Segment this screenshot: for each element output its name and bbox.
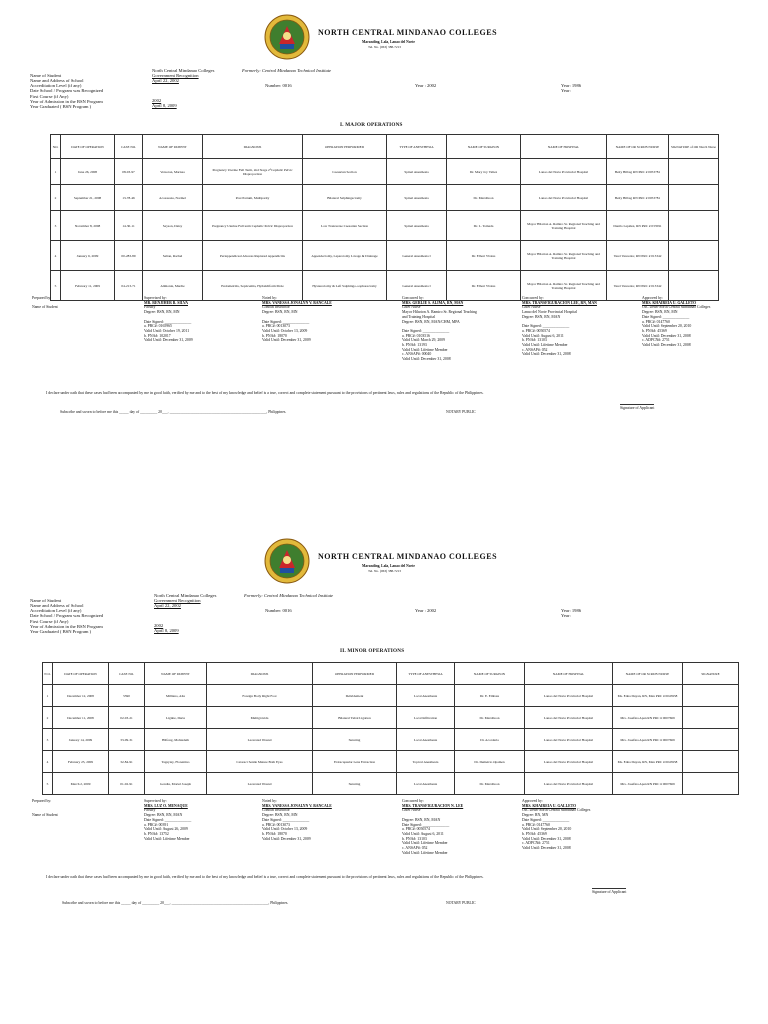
cell: 01-02-91 (109, 773, 145, 795)
cell: Mayor Hilarion A. Ramiro Sr. Regional Teaching and Training Hospital (521, 241, 607, 271)
cell: Lacerated Wound (207, 729, 313, 751)
cell: December 12, 2008 (53, 685, 109, 707)
cell: February 11, 2009 (61, 271, 115, 301)
col-header: DATE OF OPERATION (53, 663, 109, 685)
cell: 04-213-71 (115, 271, 143, 301)
cell: Suturing (313, 729, 397, 751)
signature-block-approved: Approved by: MRS. KHAIREIA U. GALLETO OIC Dean-North Central Mindanao Colleges Degree: BSN, RN, MN Date Signed: ______________ a. PRC#: 0147760 Valid Until: September 20, 2010 b. PNA#: 45369 Valid Until: December 31, 2008 c. ADPCN#: 2751 Valid Until: December 31, 2008 (642, 296, 711, 348)
cell: Mrs. Josefina Apan RN PRC # 0007669 (613, 773, 683, 795)
signature-cell (669, 241, 719, 271)
cell: Local Anesthesia (397, 729, 455, 751)
cell: Lanao del Norte Provincial Hospital (525, 729, 613, 751)
college-address: Maranding, Lala, Lanao del Norte (362, 40, 415, 44)
info-labels: Name of Student Name and Address of School Accreditation Level (if any) Date School / Program was Recognized First Course (if Any) Year of Admission in the BSN Program Year Graduated ( BSN Program ) (30, 598, 104, 634)
cell: Hysterectomy & Left Salphingo-oophorectomy (303, 271, 387, 301)
table-row (51, 241, 719, 271)
cell: 00-283-89 (115, 241, 143, 271)
cell: December 11, 2008 (53, 707, 109, 729)
table-row (43, 751, 739, 773)
cell: Debridement (313, 685, 397, 707)
date-recognized-value: April 22, 2002 (154, 603, 181, 608)
college-tel: Tel. No. (063) 388-7213 (368, 569, 402, 573)
signature-block-supervised: Supervised by: MRS. LUZ O. MENAQUE Faculty Degree: BSN, RN, MAN Date Signed: ______________ a. PRC#: 00391 Valid Until: August 26, 2009 b. PNA#: 13752 Valid Until: Lifetime Member (144, 799, 192, 841)
cell: Foreign Body Right Foot (207, 685, 313, 707)
subscribe-sworn-line: Subscribe and sworn to before me this _____ day of _________ 20___, ___________________________________________________, Philippines. (62, 901, 289, 905)
signature-cell (669, 185, 719, 211)
cell: Lanao del Norte Provincial Hospital (525, 751, 613, 773)
col-header: NAME OF HOSPITAL (525, 663, 613, 685)
cell: Sayson, Daisy (143, 211, 203, 241)
col-header: NO. (51, 135, 61, 159)
signature-block-approved: Approved by: MRS. KHAIREIA U. GALLETO OIC Dean-North Central Mindanao Colleges Degree: RN, MN Date Signed: ______________ a. PRC#: 0147760 Valid Until: September 20, 2010 b. PNA#: 45369 Valid Until: December 31, 2008 c. ADPCN#: 2751 Valid Until: December 31, 2008 (522, 799, 591, 851)
school-formerly: Formerly: Central Mindanao Technical Institute (244, 593, 334, 598)
cell: 3 (51, 211, 61, 241)
cell: Saltan, Rachel (143, 241, 203, 271)
cell: Dr. Mary Joy Valiez (447, 159, 521, 185)
year-recognized-value: Year : 2002 (415, 608, 437, 613)
cell: Dr. Marsilioon (447, 185, 521, 211)
col-header: NAME OF SURGEON (447, 135, 521, 159)
cell: Low Transverse Caesarian Section (303, 211, 387, 241)
cell: September 21, 2008 (61, 185, 115, 211)
cell: Lanao del Norte Provincial Hospital (525, 685, 613, 707)
signature-cell (669, 211, 719, 241)
cell: Ms. Edna Duyan, RN, Man PRC # 0045958 (613, 751, 683, 773)
oath-declaration: I declare under oath that these cases had been accompanied by me in good faith, verified by me and to the best of my knowledge and belief is a true, correct and complete statement pursuant to the provisions of pertinent laws, rules and regulations of the Republic of the Philippines. (46, 391, 484, 395)
notary-public: NOTARY PUBLIC (446, 901, 476, 905)
cell: Extracapsular Lens Extraction (313, 751, 397, 773)
col-header: NAME OF PATIENT (143, 135, 203, 159)
cell: Multigravida (207, 707, 313, 729)
signature-of-applicant: Signature of Applicant (592, 890, 627, 894)
college-tel: Tel. No. (063) 388-7213 (368, 45, 402, 49)
cell: Acosasona, Normel (143, 185, 203, 211)
cell: Lacerated Wound (207, 773, 313, 795)
table-row (43, 685, 739, 707)
minor-operations-table (42, 662, 739, 795)
col-header: SIGNATURE (683, 663, 739, 685)
col-header: DATE OF OPERATION (61, 135, 115, 159)
cell: Gondia, Moriel Joseph (145, 773, 207, 795)
cell: 1 (43, 685, 53, 707)
notary-public: NOTARY PUBLIC (446, 410, 476, 414)
college-address: Maranding, Lala, Lanao del Norte (362, 564, 415, 568)
table-row (51, 159, 719, 185)
first-course-year: Year: 1986 (561, 608, 582, 613)
signature-block-concurred-1: Concurred by: MRS. GERLIE S. ALIMA, RN, MAN Chief Nurse Mayor Hilarion A. Ramiro Sr. Regional Teaching and Training Hospital Degree: BSN, RN, MAN/CHM, MPA Date Signed: ______________ a. PRC#: 0103516 Valid Until: March 29, 2009 b. PNA#: 13193 Valid Until: Lifetime Member c. ANSAP#: 00040 Valid Until: December 31, 2008 (402, 296, 477, 362)
cell: Versoton, Marissa (143, 159, 203, 185)
major-operations-title: I. MAJOR OPERATIONS (340, 122, 403, 128)
cell: Betty Bilbag RN PRC # 0053781 (607, 159, 669, 185)
col-header: OPERATION PERFORMED (313, 663, 397, 685)
number-value: Number: 0016 (265, 83, 292, 88)
col-header: TYPE OF ANESTHESIA (387, 135, 447, 159)
col-header: OPERATION PERFORMED (303, 135, 387, 159)
signature-block-noted: Noted by: MRS. VANESSA JONALYN V. BANCALE Clinical Instructor Degree: BSN, RN, MN Date Signed: ______________ a. PRC#: 0013073 Valid Until: October 13, 2009 b. PNA#: 18070 Valid Until: December 31, 2009 (262, 799, 332, 841)
cell: Alimonia, Mardie (143, 271, 203, 301)
table-header-row (51, 135, 719, 159)
cell: Bilateral Tubal Ligation (313, 707, 397, 729)
table-row (43, 773, 739, 795)
signature-block-prepared: Prepared by: Name of Student (32, 296, 58, 310)
col-header: NAME OF HOSPITAL (521, 135, 607, 159)
col-header: N O. (43, 663, 53, 685)
col-header: NAME OF SURGEON (455, 663, 525, 685)
col-header: TYPE OF ANESTHESIA (397, 663, 455, 685)
cell: Dr. Elbert Vbalas (447, 271, 521, 301)
cell: General Anesthesia I (387, 241, 447, 271)
signature-block-prepared: Prepared by: Name of Student (32, 799, 58, 818)
cell: Spinal Anesthesia (387, 159, 447, 185)
cell: Hilfong, Mohiadeth (145, 729, 207, 751)
signature-block-concurred: Concurred by: MRS. TRANSFIGURACION N. LEE Chief Nurse Degree: BSN, RN, MAN Date Signed: ______________ a. PRC#: 0050574 Valid Until: August 6, 2011 b. PNA#: 13103 Valid Until: Lifetime Member c. ANSAP#: 052 Valid Until: Lifetime Member (402, 799, 464, 855)
college-seal-logo (264, 538, 310, 584)
signature-cell (683, 685, 739, 707)
cell: Pregnancy Uterine Full term Cephalic Pelvic Disproportion (203, 211, 303, 241)
year-admission-value: 2002 (154, 623, 164, 628)
cell: Dr. Demetrio Opamen (455, 751, 525, 773)
cell: Mrs. Josefina Apan RN PRC # 0007669 (613, 729, 683, 751)
cell: Mrs. Josefina Apan RN PRC # 0007669 (613, 707, 683, 729)
first-course-year-2: Year: (561, 88, 571, 93)
accreditation-value: Government Recognition (154, 598, 201, 603)
cell: 4 (51, 241, 61, 271)
school-formerly: Formerly: Central Mindanao Technical Institute (242, 68, 332, 73)
cell: Varel Vencedor, RN PRC # 013342 (607, 241, 669, 271)
cell: 14-30-11 (115, 211, 143, 241)
cell: January 6, 2009 (61, 241, 115, 271)
signature-block-supervised: Supervised by: MR. RENJIHER B. SILVA Faculty Degree: BSN, RN, MN Date Signed: ______________ a. PRC#: 0165965 Valid Until: October 19, 2011 b. PNA#: 102017 Valid Until: December 31, 2009 (144, 296, 193, 343)
cell: Local Anesthesia (397, 685, 455, 707)
year-graduated-value: April 8, 2009 (152, 103, 177, 108)
cell: 33-09-31 (109, 729, 145, 751)
date-recognized-value: April 22, 2002 (152, 78, 179, 83)
number-value: Number: 0016 (265, 608, 292, 613)
col-header: CASE NO. (115, 135, 143, 159)
cell: Lignite, Daria (145, 707, 207, 729)
cell: Suturing (313, 773, 397, 795)
cell: February 23, 2009 (53, 751, 109, 773)
cell: Lanao del Norte Provincial Hospital (521, 159, 607, 185)
signature-block-noted: Noted by: MRS. VANESSA JONALYN V. BANCALE Clinical Instructor Degree: BSN, RN, MN Date Signed: ______________ a. PRC#: 0013073 Valid Until: October 13, 2009 b. PNA#: 18070 Valid Until: December 31, 2009 (262, 296, 332, 343)
oath-declaration: I declare under oath that these cases had been accompanied by me in good faith, verified by me and to the best of my knowledge and belief is a true, correct and complete statement pursuant to the provisions of pertinent laws, rules and regulations of the Republic of the Philippines. (46, 875, 484, 879)
cell: 13-78-46 (115, 185, 143, 211)
college-seal-logo (264, 14, 310, 60)
cell: Topical Anesthesia (397, 751, 455, 773)
cell: 1 (51, 159, 61, 185)
cell: Periappendiceal Abscess Ruptured Appendicitis (203, 241, 303, 271)
cell: Caesarian Section (303, 159, 387, 185)
cell: Dr. L. Tomada (447, 211, 521, 241)
school-name: North Central Mindanao Colleges (154, 593, 217, 598)
col-header: DIAGNOSIS (207, 663, 313, 685)
info-labels: Name of Student Name and Address of School Accreditation Level (if any) Date School / Program was Recognized First Course (if Any) Year of Admission in the BSN Program Year Graduated ( BSN Program ) (30, 73, 104, 109)
cell: 5 (43, 773, 53, 795)
cell: Lanao del Norte Provincial Hospital (525, 773, 613, 795)
cell: Post Partum, Multiparity (203, 185, 303, 211)
cell: Danilo Lapidez, RN PRC # 033591 (607, 211, 669, 241)
signature-cell (683, 707, 739, 729)
cell: March 2, 2009 (53, 773, 109, 795)
cell: Pregnancy Uterine Full Term, 2nd Stage 2°Cephalic Pelvic Disproportion (203, 159, 303, 185)
cell: 3 (43, 729, 53, 751)
college-name: NORTH CENTRAL MINDANAO COLLEGES (318, 552, 498, 561)
cell: 2 (43, 707, 53, 729)
cell: Milliano, Alia (145, 685, 207, 707)
table-row (51, 185, 719, 211)
first-course-year-2: Year: (561, 613, 571, 618)
subscribe-sworn-line: Subscribe and sworn to before me this _____ day of _________ 20___, ___________________________________________________, Philippines. (60, 410, 287, 414)
cell: Dr. Marsilioon (455, 773, 525, 795)
cell: Dr. Elbert Vbalas (447, 241, 521, 271)
cell: 5390 (109, 685, 145, 707)
col-header: DIAGNOSIS (203, 135, 303, 159)
signature-cell (683, 729, 739, 751)
cell: Ms. Edna Duyan, RN, Man PRC # 0045958 (613, 685, 683, 707)
minor-operations-title: II. MINOR OPERATIONS (340, 648, 405, 654)
cell: Varel Vencedor, RN PRC # 013342 (607, 271, 669, 301)
cell: Dr. Marsilioon (455, 707, 525, 729)
year-graduated-value: April 8, 2009 (154, 628, 179, 633)
cell: November 8, 2008 (61, 211, 115, 241)
cell: Dr. Acordaria (455, 729, 525, 751)
signature-cell (683, 773, 739, 795)
cell: General Anesthesia I (387, 271, 447, 301)
major-operations-table (50, 134, 719, 301)
col-header: SIGNATURE of OR Nurch Nurse (669, 135, 719, 159)
cell: Mayor Hilarion A. Ramiro Sr. Regional Teaching and Training Hospital (521, 211, 607, 241)
cell: 02-03-21 (109, 707, 145, 729)
cell: Bilateral Salphingectomy (303, 185, 387, 211)
cell: 5 (51, 271, 61, 301)
cell: Endometritis, Septicemia, Hydatidiform Mole (203, 271, 303, 301)
form-sheet-minor (0, 512, 768, 1024)
year-recognized-value: Year : 2002 (415, 83, 437, 88)
year-admission-value: 2002 (152, 98, 162, 103)
cell: Mayor Hilarion A. Ramiro Sr. Regional Teaching and Training Hospital (521, 271, 607, 301)
school-name: North Central Mindanao Colleges (152, 68, 215, 73)
cell: June 26, 2008 (61, 159, 115, 185)
first-course-year: Year: 1986 (561, 83, 582, 88)
cell: Betty Bilbag RN PRC # 0053781 (607, 185, 669, 211)
col-header: NAME OF OR SCRUB NURSE (607, 135, 669, 159)
cell: Dr. E. Embate (455, 685, 525, 707)
cell: 4 (43, 751, 53, 773)
cell: Spinal Anesthesia (387, 211, 447, 241)
cell: 08-03-97 (115, 159, 143, 185)
cell: Lanao del Norte Provincial Hospital (521, 185, 607, 211)
signature-cell (683, 751, 739, 773)
college-name: NORTH CENTRAL MINDANAO COLLEGES (318, 28, 498, 37)
signature-of-applicant: Signature of Applicant (620, 406, 655, 410)
cell: Tagaytay, Florentino (145, 751, 207, 773)
cell: 32-84-91 (109, 751, 145, 773)
table-row (51, 211, 719, 241)
table-row (43, 729, 739, 751)
cell: Spinal Anesthesia (387, 185, 447, 211)
col-header: NAME OF PATIENT (145, 663, 207, 685)
cell: January 14, 2009 (53, 729, 109, 751)
table-row (43, 707, 739, 729)
cell: Local Infiltration (397, 707, 455, 729)
cell: Lanao del Norte Provincial Hospital (525, 707, 613, 729)
cell: Local Anesthesia (397, 773, 455, 795)
table-header-row (43, 663, 739, 685)
col-header: CASE NO. (109, 663, 145, 685)
cell: Appendectomy, Laparotomy Lavage & Drainage (303, 241, 387, 271)
signature-block-concurred-2: Concurred by: MRS. TRANSFIGURACION LEE, RN, MAN Chief Nurse Lanao del Norte Provincial Hospital Degree: BSN, RN, MAN Date Signed: ______________ a. PRC#: 0050574 Valid Until: August 6, 2011 b. PNA#: 13103 Valid Until: Lifetime Member c. ANSAP#: 052 Valid Until: December 31, 2008 (522, 296, 597, 357)
col-header: NAME OF OR SCRUB NURSE (613, 663, 683, 685)
accreditation-value: Government Recognition (152, 73, 199, 78)
cell: Cataract Senile Mature Both Eyes (207, 751, 313, 773)
signature-cell (669, 159, 719, 185)
cell: 2 (51, 185, 61, 211)
